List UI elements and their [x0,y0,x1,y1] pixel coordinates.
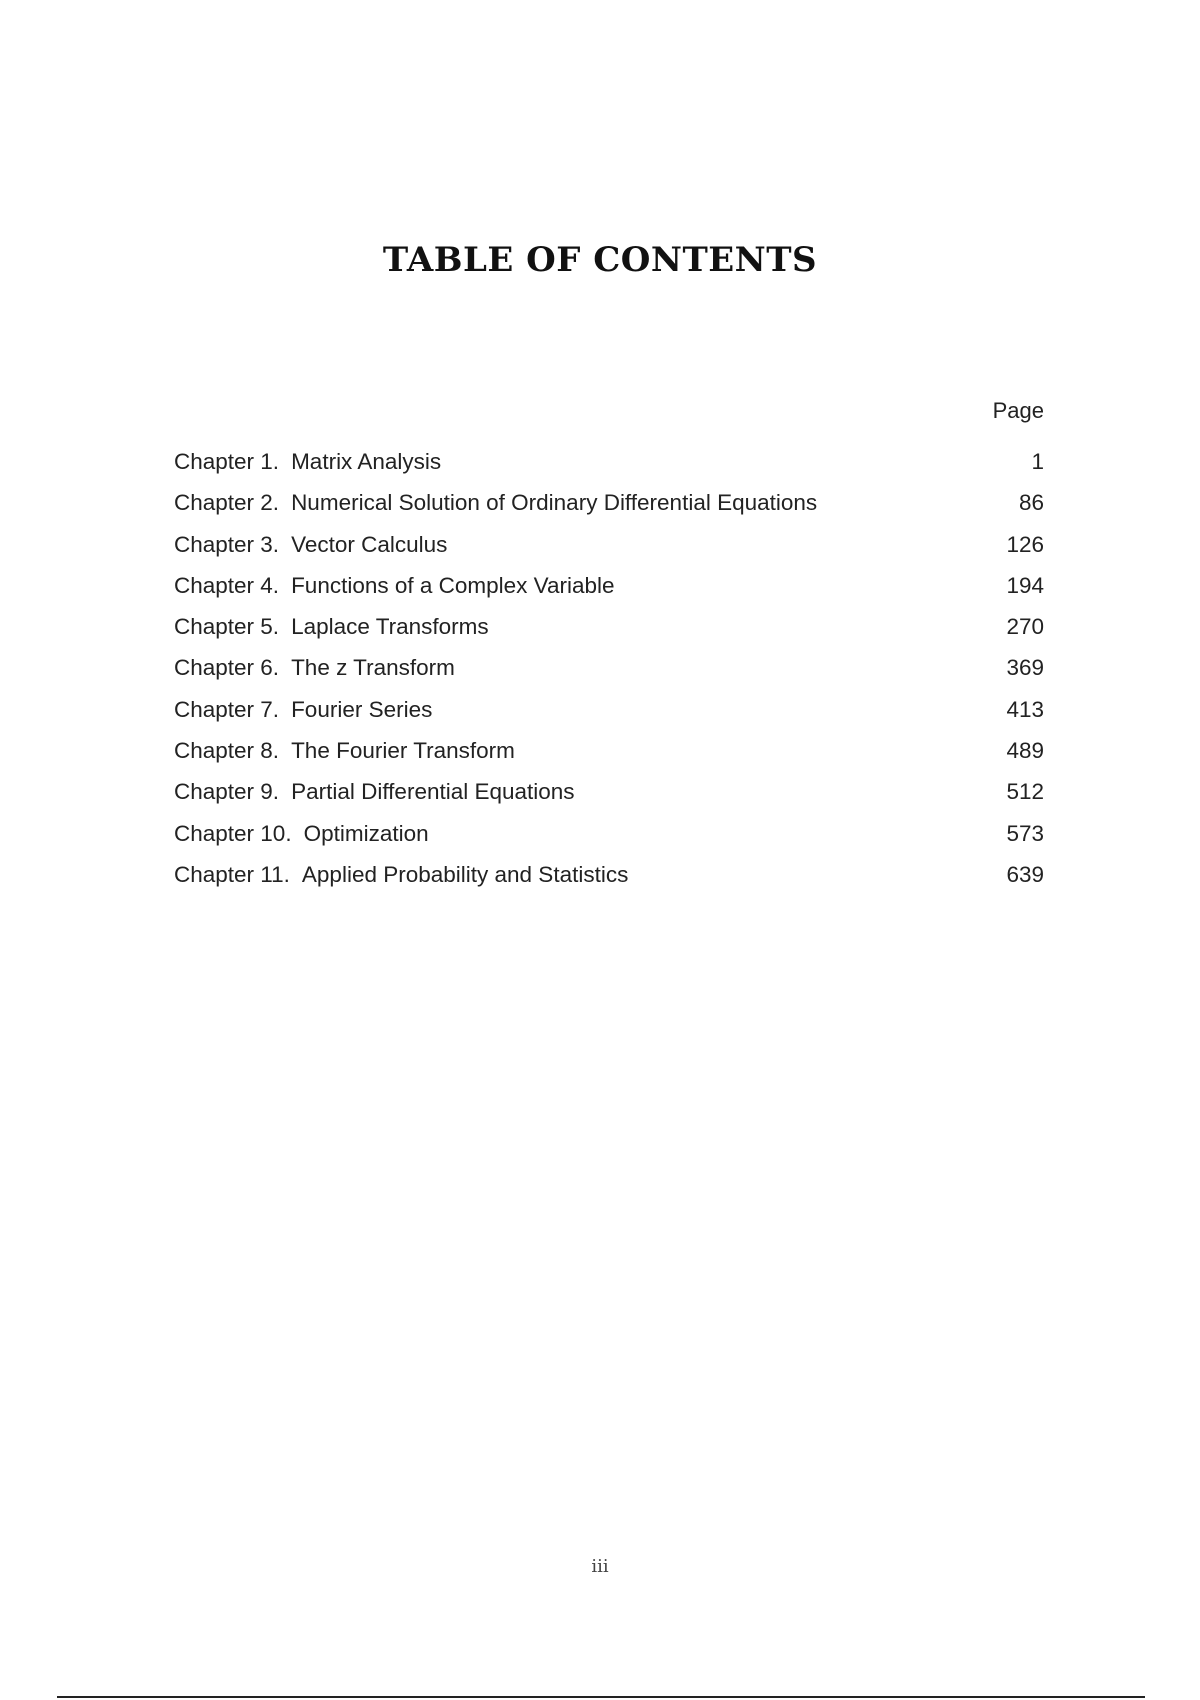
toc-entry [174,449,1044,490]
toc-chapter-number: Chapter 3. [174,531,280,557]
bottom-rule [57,1696,1145,1698]
toc-entry-label [174,449,441,475]
toc-chapter-number: Chapter 2. [174,490,280,516]
toc-page-number: 126 [1006,531,1044,557]
toc-entry-label [174,614,489,640]
toc-chapter-number: Chapter 5. [174,614,280,640]
toc-page-number: 573 [1006,820,1044,846]
toc-page-number: 1 [1031,449,1044,474]
toc-entry [174,532,1044,573]
toc-entry [174,738,1044,779]
toc-entry-label [174,697,432,723]
toc-page-number: 86 [1018,490,1044,516]
toc-entry [174,779,1044,820]
toc-entry [174,614,1044,655]
toc-chapter-title: Applied Probability and Statistics [301,861,629,887]
toc-page-number: 270 [1006,614,1044,640]
toc-chapter-number: Chapter 9. [174,779,280,805]
toc-entry-label [174,738,515,764]
toc-chapter-number: Chapter 11. [174,861,290,887]
toc-entry-label [174,655,455,681]
toc-page-number: 413 [1006,696,1044,722]
toc-page-number: 639 [1006,861,1044,887]
toc-chapter-title: The Fourier Transform [291,738,515,764]
toc-chapter-number: Chapter 1. [174,449,280,474]
page-column-header: Page [992,398,1044,423]
toc-chapter-title: Vector Calculus [291,531,448,557]
toc-entry-label [174,862,628,888]
toc-entry-label [174,821,429,847]
page-title: TABLE OF CONTENTS [382,240,818,280]
toc-chapter-title: Matrix Analysis [291,449,442,474]
toc-chapter-title: Numerical Solution of Ordinary Differential Equations [291,490,818,516]
toc-page-number: 194 [1006,572,1044,598]
toc-entry [174,821,1044,862]
toc-entry-label [174,573,615,599]
toc-chapter-title: Fourier Series [291,696,433,722]
toc-chapter-number: Chapter 7. [174,696,280,722]
toc-page-number: 512 [1006,779,1044,805]
toc-page-number: 369 [1006,655,1044,681]
toc-entry [174,697,1044,738]
toc-entry-label [174,779,575,805]
toc-entry [174,573,1044,614]
page-folio: iii [591,1556,609,1577]
toc-entry-label [174,532,447,558]
toc-chapter-title: Functions of a Complex Variable [291,572,615,598]
toc-chapter-title: Optimization [303,820,429,846]
toc-page-number: 489 [1006,738,1044,764]
toc-chapter-title: Laplace Transforms [291,614,489,640]
toc-chapter-number: Chapter 4. [174,572,280,598]
toc-entry [174,862,1044,903]
toc-chapter-number: Chapter 8. [174,738,280,764]
toc-chapter-title: Partial Differential Equations [291,779,575,805]
toc-entry-label [174,490,817,516]
toc-chapter-number: Chapter 10. [174,820,292,846]
toc-chapter-title: The z Transform [291,655,455,681]
toc-chapter-number: Chapter 6. [174,655,280,681]
toc-entry [174,655,1044,696]
toc-entry [174,490,1044,531]
toc-list [174,449,1044,903]
